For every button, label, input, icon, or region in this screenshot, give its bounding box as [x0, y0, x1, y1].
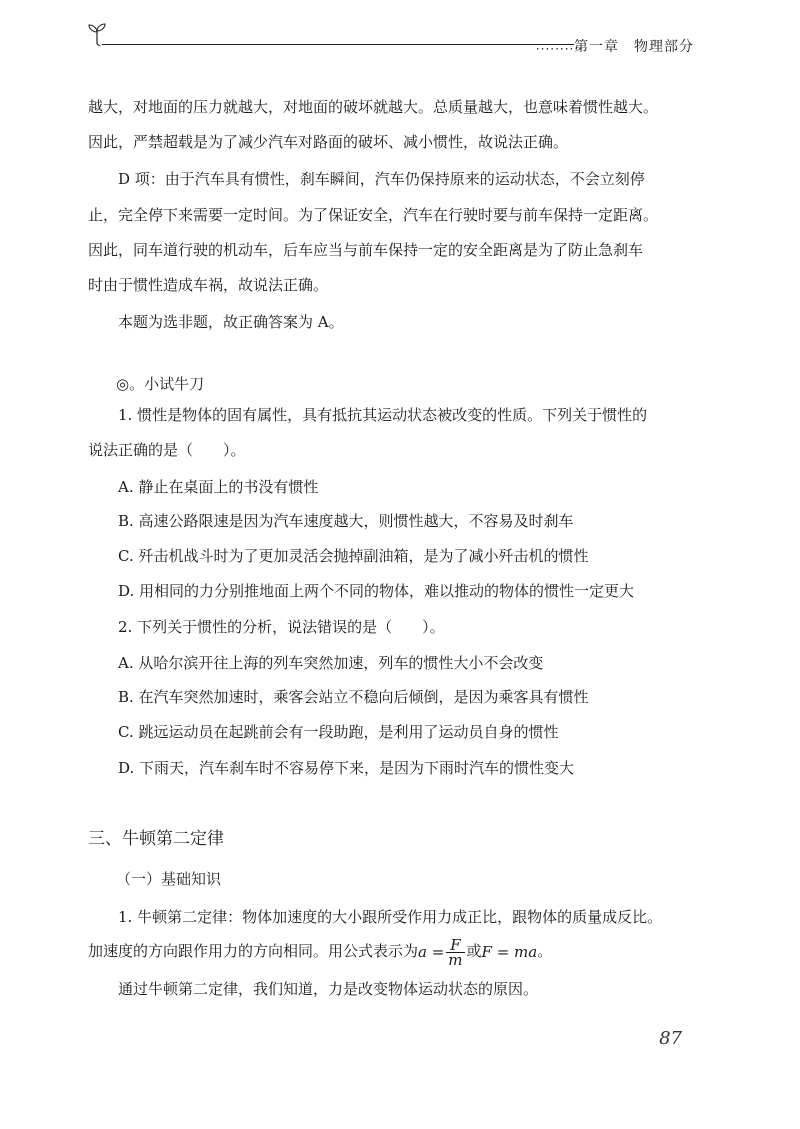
- question-2-stem: 2. 下列关于惯性的分析，说法错误的是（ ）。: [118, 618, 445, 636]
- formula-suffix: 。: [537, 942, 553, 960]
- header-rule: [102, 44, 574, 45]
- question-1-option-d: D. 用相同的力分别推地面上两个不同的物体，难以推动的物体的惯性一定更大: [118, 582, 635, 600]
- section-line: 通过牛顿第二定律，我们知道，力是改变物体运动状态的原因。: [118, 980, 539, 998]
- paragraph-line: 因此，同车道行驶的机动车，后车应当与前车保持一定的安全距离是为了防止急刹车: [88, 241, 644, 259]
- formula-or: 或: [466, 942, 482, 960]
- formula-lhs: a =: [418, 943, 445, 961]
- header-dots: ··········: [535, 42, 584, 56]
- question-1-option-b: B. 高速公路限速是因为汽车速度越大，则惯性越大，不容易及时刹车: [118, 512, 574, 530]
- section-title: 三、牛顿第二定律: [88, 829, 224, 849]
- question-2-option-b: B. 在汽车突然加速时，乘客会站立不稳向后倾倒，是因为乘客具有惯性: [118, 688, 589, 706]
- formula-line: [88, 934, 552, 969]
- section-line: 1. 牛顿第二定律：物体加速度的大小跟所受作用力成正比，跟物体的质量成反比。: [118, 908, 663, 926]
- formula-fraction: [446, 935, 464, 969]
- question-2-option-d: D. 下雨天，汽车刹车时不容易停下来，是因为下雨时汽车的惯性变大: [118, 759, 575, 777]
- question-1-option-a: A. 静止在桌面上的书没有惯性: [118, 478, 319, 496]
- paragraph-line: 本题为选非题，故正确答案为 A。: [118, 313, 344, 331]
- sprout-icon: [84, 20, 110, 46]
- formula-prefix: 加速度的方向跟作用力的方向相同。用公式表示为: [88, 942, 419, 960]
- question-1-option-c: C. 歼击机战斗时为了更加灵活会抛掉副油箱，是为了减小歼击机的惯性: [118, 547, 589, 565]
- question-1-stem: 1. 惯性是物体的固有属性，具有抵抗其运动状态被改变的性质。下列关于惯性的: [118, 406, 648, 424]
- page-number: 87: [659, 1028, 682, 1049]
- paragraph-line: D 项：由于汽车具有惯性，刹车瞬间，汽车仍保持原来的运动状态，不会立刻停: [118, 170, 645, 188]
- formula-rhs: F = ma: [481, 943, 538, 961]
- paragraph-line: 止，完全停下来需要一定时间。为了保证安全，汽车在行驶时要与前车保持一定距离。: [88, 206, 659, 224]
- question-2-option-a: A. 从哈尔滨开往上海的列车突然加速，列车的惯性大小不会改变: [118, 654, 544, 672]
- question-1-stem: 说法正确的是（ ）。: [88, 441, 246, 459]
- paragraph-line: 越大，对地面的压力就越大，对地面的破坏就越大。总质量越大，也意味着惯性越大。: [88, 98, 659, 116]
- practice-title: ◎。小试牛刀: [116, 375, 205, 393]
- question-2-option-c: C. 跳远运动员在起跳前会有一段助跑，是利用了运动员自身的惯性: [118, 723, 559, 741]
- paragraph-line: 时由于惯性造成车祸，故说法正确。: [88, 276, 329, 294]
- paragraph-line: 因此，严禁超载是为了减少汽车对路面的破坏、减小惯性，故说法正确。: [88, 133, 569, 151]
- chapter-title: 第一章 物理部分: [574, 39, 694, 55]
- section-subtitle: （一）基础知识: [116, 870, 222, 888]
- fraction-numerator: F: [446, 938, 464, 953]
- page-header: [84, 16, 724, 56]
- fraction-denominator: m: [448, 950, 463, 969]
